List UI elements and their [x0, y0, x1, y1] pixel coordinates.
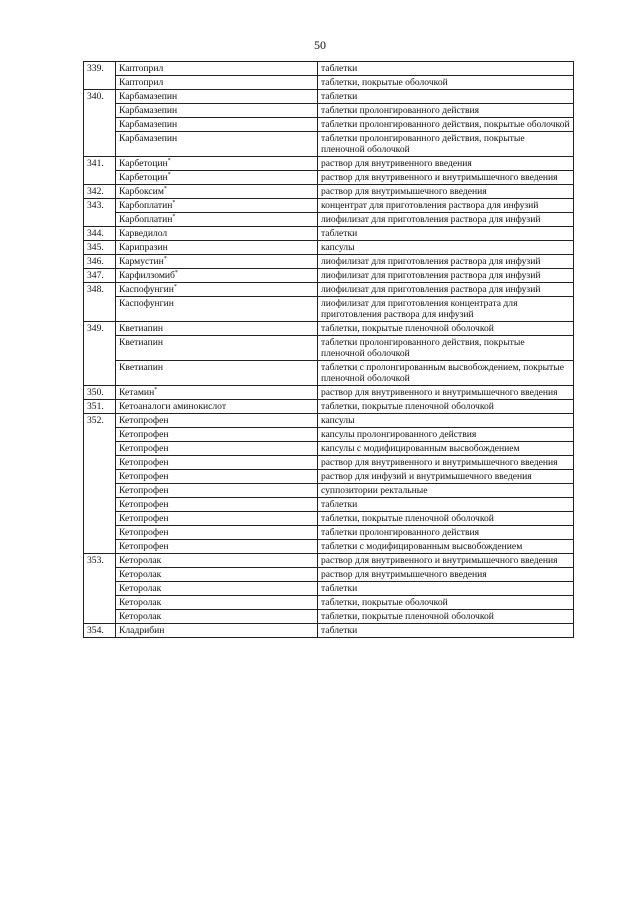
row-number: 353. — [84, 554, 116, 568]
dosage-form: лиофилизат для приготовления раствора для инфузий — [318, 255, 574, 269]
drug-name — [116, 118, 318, 132]
dosage-form: таблетки пролонгированного действия, покрытые пленочной оболочкой — [318, 336, 574, 361]
row-number — [84, 132, 116, 157]
table-row — [84, 386, 574, 400]
drug-name — [116, 199, 318, 213]
dosage-form: лиофилизат для приготовления раствора для инфузий — [318, 213, 574, 227]
row-number — [84, 512, 116, 526]
asterisk-mark: * — [163, 255, 167, 262]
row-number: 339. — [84, 62, 116, 76]
row-number — [84, 361, 116, 386]
drug-name-text: Каптоприл — [119, 77, 164, 88]
asterisk-mark: * — [154, 386, 158, 393]
table-row — [84, 554, 574, 568]
row-number — [84, 104, 116, 118]
drug-name — [116, 554, 318, 568]
dosage-form: таблетки, покрытые оболочкой — [318, 76, 574, 90]
table-row — [84, 540, 574, 554]
drug-name — [116, 283, 318, 297]
table-row — [84, 322, 574, 336]
drug-name — [116, 322, 318, 336]
asterisk-mark: * — [167, 171, 171, 178]
dosage-form: таблетки пролонгированного действия, покрытые оболочкой — [318, 118, 574, 132]
drug-name — [116, 526, 318, 540]
drug-name — [116, 132, 318, 157]
row-number — [84, 76, 116, 90]
drug-name — [116, 456, 318, 470]
drug-name-text: Кетопрофен — [119, 527, 169, 538]
drug-name-text: Кармустин — [119, 256, 164, 267]
drug-name-text: Кетопрофен — [119, 429, 169, 440]
drug-name-text: Карипразин — [119, 242, 168, 253]
table-row — [84, 283, 574, 297]
drug-name-text: Кетопрофен — [119, 443, 169, 454]
dosage-form: раствор для инфузий и внутримышечного введения — [318, 470, 574, 484]
row-number: 340. — [84, 90, 116, 104]
dosage-form: таблетки, покрытые пленочной оболочкой — [318, 512, 574, 526]
drug-name — [116, 361, 318, 386]
row-number: 341. — [84, 157, 116, 171]
drug-name — [116, 400, 318, 414]
drug-name-text: Карбамазепин — [119, 91, 178, 102]
drug-name-text: Кетамин — [119, 387, 155, 398]
drug-name-text: Карбетоцин — [119, 172, 168, 183]
table-row — [84, 498, 574, 512]
dosage-form: раствор для внутривенного и внутримышечного введения — [318, 386, 574, 400]
dosage-form: таблетки пролонгированного действия, покрытые пленочной оболочкой — [318, 132, 574, 157]
dosage-form: капсулы — [318, 241, 574, 255]
dosage-form: раствор для внутримышечного введения — [318, 568, 574, 582]
drug-name-text: Кетопрофен — [119, 471, 169, 482]
table-row — [84, 199, 574, 213]
drug-name — [116, 62, 318, 76]
drug-name — [116, 512, 318, 526]
drug-name-text: Кетопрофен — [119, 415, 169, 426]
drug-name-text: Карведилол — [119, 228, 168, 239]
drug-name — [116, 255, 318, 269]
asterisk-mark: * — [173, 283, 177, 290]
table-row — [84, 568, 574, 582]
drug-name-text: Кеторолак — [119, 597, 162, 608]
drug-name-text: Карбамазепин — [119, 105, 178, 116]
row-number: 348. — [84, 283, 116, 297]
table-row — [84, 241, 574, 255]
row-number — [84, 297, 116, 322]
table-row — [84, 171, 574, 185]
table-row — [84, 526, 574, 540]
row-number — [84, 596, 116, 610]
asterisk-mark: * — [172, 199, 176, 206]
drug-name — [116, 104, 318, 118]
drug-name-text: Кветиапин — [119, 337, 163, 348]
table-row — [84, 414, 574, 428]
row-number — [84, 526, 116, 540]
table-row — [84, 361, 574, 386]
dosage-form: таблетки — [318, 90, 574, 104]
row-number — [84, 442, 116, 456]
drug-name — [116, 386, 318, 400]
dosage-form: раствор для внутривенного и внутримышечного введения — [318, 554, 574, 568]
drug-name-text: Карбамазепин — [119, 133, 178, 144]
drug-name — [116, 470, 318, 484]
drug-name — [116, 442, 318, 456]
row-number: 347. — [84, 269, 116, 283]
drug-name-text: Кетопрофен — [119, 513, 169, 524]
table-row — [84, 185, 574, 199]
table-row — [84, 442, 574, 456]
dosage-form: таблетки пролонгированного действия — [318, 526, 574, 540]
dosage-form: таблетки, покрытые оболочкой — [318, 596, 574, 610]
dosage-form: таблетки, покрытые пленочной оболочкой — [318, 400, 574, 414]
drug-name-text: Каптоприл — [119, 63, 164, 74]
table-row — [84, 596, 574, 610]
dosage-form: раствор для внутримышечного введения — [318, 185, 574, 199]
row-number: 343. — [84, 199, 116, 213]
table-row — [84, 132, 574, 157]
dosage-form: суппозитории ректальные — [318, 484, 574, 498]
table-row — [84, 400, 574, 414]
drug-name-text: Карбоплатин — [119, 214, 173, 225]
drug-name-text: Кетопрофен — [119, 499, 169, 510]
table-row — [84, 76, 574, 90]
table-row — [84, 157, 574, 171]
drug-name-text: Кетопрофен — [119, 485, 169, 496]
drug-name — [116, 297, 318, 322]
dosage-form: раствор для внутривенного и внутримышечного введения — [318, 171, 574, 185]
dosage-form: таблетки — [318, 582, 574, 596]
drug-name-text: Кетоаналоги аминокислот — [119, 401, 227, 412]
drug-name — [116, 90, 318, 104]
row-number — [84, 213, 116, 227]
drug-name — [116, 624, 318, 638]
dosage-form: концентрат для приготовления раствора для инфузий — [318, 199, 574, 213]
drug-name — [116, 540, 318, 554]
row-number — [84, 568, 116, 582]
table-row — [84, 269, 574, 283]
table-row — [84, 62, 574, 76]
table-row — [84, 213, 574, 227]
drug-name — [116, 582, 318, 596]
row-number — [84, 171, 116, 185]
asterisk-mark: * — [174, 269, 178, 276]
row-number — [84, 498, 116, 512]
table-row — [84, 470, 574, 484]
dosage-form: таблетки с пролонгированным высвобождением, покрытые пленочной оболочкой — [318, 361, 574, 386]
row-number: 350. — [84, 386, 116, 400]
table-row — [84, 512, 574, 526]
table-row — [84, 582, 574, 596]
row-number: 342. — [84, 185, 116, 199]
table-row — [84, 484, 574, 498]
dosage-form: раствор для внутривенного и внутримышечного введения — [318, 456, 574, 470]
table-row — [84, 610, 574, 624]
row-number: 344. — [84, 227, 116, 241]
drug-name — [116, 568, 318, 582]
drug-name-text: Каспофунгин — [119, 298, 174, 309]
dosage-form: таблетки пролонгированного действия — [318, 104, 574, 118]
asterisk-mark: * — [167, 157, 171, 164]
dosage-form: таблетки — [318, 624, 574, 638]
page-number: 50 — [314, 38, 326, 52]
dosage-form: раствор для внутривенного введения — [318, 157, 574, 171]
row-number — [84, 470, 116, 484]
dosage-form: капсулы с модифицированным высвобождением — [318, 442, 574, 456]
asterisk-mark: * — [163, 185, 167, 192]
table-row — [84, 428, 574, 442]
drug-name — [116, 171, 318, 185]
drug-name-text: Кветиапин — [119, 362, 163, 373]
table-row — [84, 336, 574, 361]
dosage-form: таблетки — [318, 498, 574, 512]
dosage-form: лиофилизат для приготовления раствора для инфузий — [318, 283, 574, 297]
drug-name-text: Кладрибин — [119, 625, 165, 636]
row-number: 354. — [84, 624, 116, 638]
drug-name — [116, 227, 318, 241]
drug-name — [116, 76, 318, 90]
asterisk-mark: * — [172, 213, 176, 220]
table-row — [84, 104, 574, 118]
table-row — [84, 255, 574, 269]
drug-name-text: Кеторолак — [119, 583, 162, 594]
row-number: 352. — [84, 414, 116, 428]
drug-name-text: Карбамазепин — [119, 119, 178, 130]
dosage-form: таблетки — [318, 227, 574, 241]
drug-table-body — [84, 62, 574, 638]
drug-name-text: Карбоплатин — [119, 200, 173, 211]
drug-name-text: Карбоксим — [119, 186, 164, 197]
table-row — [84, 90, 574, 104]
dosage-form: таблетки, покрытые пленочной оболочкой — [318, 322, 574, 336]
drug-name — [116, 213, 318, 227]
row-number — [84, 456, 116, 470]
drug-name-text: Кеторолак — [119, 569, 162, 580]
dosage-form: таблетки, покрытые пленочной оболочкой — [318, 610, 574, 624]
drug-name-text: Кетопрофен — [119, 457, 169, 468]
drug-name-text: Каспофунгин — [119, 284, 174, 295]
drug-name — [116, 498, 318, 512]
drug-name — [116, 269, 318, 283]
row-number: 349. — [84, 322, 116, 336]
table-row — [84, 297, 574, 322]
drug-name-text: Кветиапин — [119, 323, 163, 334]
row-number — [84, 484, 116, 498]
drug-name — [116, 336, 318, 361]
dosage-form: таблетки — [318, 62, 574, 76]
drug-name — [116, 241, 318, 255]
row-number: 351. — [84, 400, 116, 414]
drug-name-text: Кетопрофен — [119, 541, 169, 552]
row-number: 346. — [84, 255, 116, 269]
dosage-form: капсулы — [318, 414, 574, 428]
row-number: 345. — [84, 241, 116, 255]
dosage-form: таблетки с модифицированным высвобождением — [318, 540, 574, 554]
drug-name-text: Кеторолак — [119, 555, 162, 566]
row-number — [84, 610, 116, 624]
drug-name — [116, 610, 318, 624]
drug-name — [116, 157, 318, 171]
table-row — [84, 624, 574, 638]
drug-name-text: Кеторолак — [119, 611, 162, 622]
drug-name-text: Карбетоцин — [119, 158, 168, 169]
drug-table — [83, 61, 574, 638]
table-row — [84, 227, 574, 241]
drug-name — [116, 185, 318, 199]
row-number — [84, 582, 116, 596]
row-number — [84, 118, 116, 132]
dosage-form: лиофилизат для приготовления раствора для инфузий — [318, 269, 574, 283]
drug-name-text: Карфилзомиб — [119, 270, 175, 281]
dosage-form: капсулы пролонгированного действия — [318, 428, 574, 442]
row-number — [84, 336, 116, 361]
table-row — [84, 118, 574, 132]
row-number — [84, 540, 116, 554]
row-number — [84, 428, 116, 442]
drug-name — [116, 484, 318, 498]
drug-name — [116, 414, 318, 428]
drug-name — [116, 428, 318, 442]
table-row — [84, 456, 574, 470]
dosage-form: лиофилизат для приготовления концентрата для приготовления раствора для инфузий — [318, 297, 574, 322]
drug-name — [116, 596, 318, 610]
